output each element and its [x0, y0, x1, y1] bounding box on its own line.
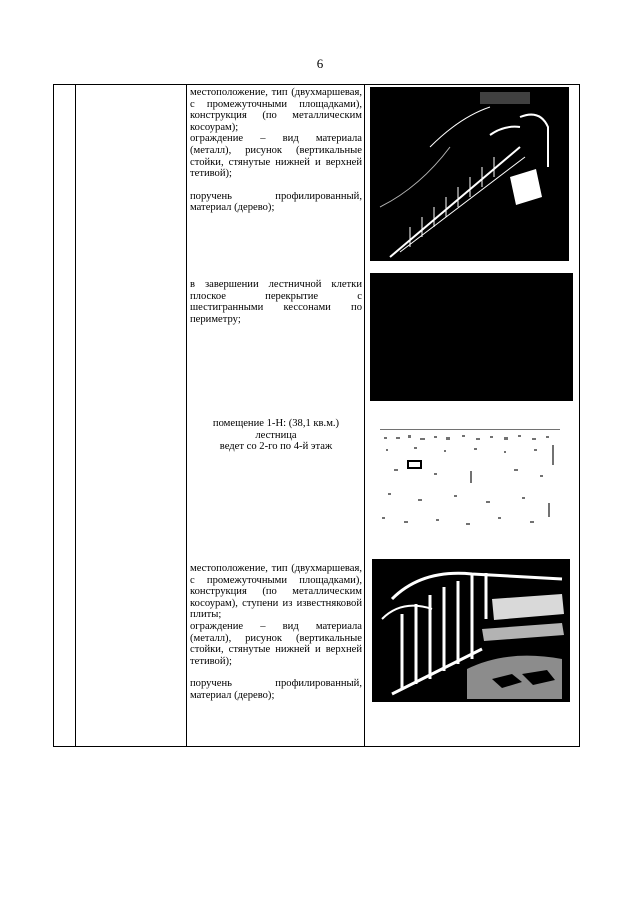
staircase-photo-2-image — [372, 559, 570, 702]
room-type: лестница — [255, 429, 297, 441]
description-table — [53, 84, 580, 747]
room-info — [190, 418, 362, 453]
staircase-photo-1 — [370, 87, 569, 261]
staircase-photo-1-image — [370, 87, 569, 261]
ceiling-description — [190, 279, 362, 325]
staircase-description-1 — [190, 87, 362, 214]
paragraph: ограждение – вид материала (металл), рисунок (вертикальные стойки, стянутые нижней и верхней тетивой); — [190, 620, 362, 667]
ceiling-photo — [370, 273, 573, 401]
paragraph: поручень профилированный, материал (дерево); — [190, 190, 362, 214]
floor-range: ведет со 2-го по 4-й этаж — [219, 441, 333, 453]
page-number: 6 — [316, 56, 324, 71]
room-number-area: помещение 1-Н: (38,1 кв.м.) — [212, 418, 340, 429]
floor-plan-image — [374, 421, 570, 533]
staircase-description-2 — [190, 563, 362, 702]
column-divider-1 — [75, 85, 76, 746]
paragraph: местоположение, тип (двухмаршевая, с промежуточными площадками), конструкция (по металлическим косоурам); — [190, 87, 362, 133]
column-divider-3 — [364, 85, 365, 746]
staircase-photo-2 — [372, 559, 570, 702]
floor-plan — [374, 421, 570, 533]
column-divider-2 — [186, 85, 187, 746]
ceiling-photo-image — [370, 273, 573, 401]
paragraph: в завершении лестничной клетки плоское перекрытие с шестигранными кессонами по периметру; — [190, 279, 362, 325]
paragraph: местоположение, тип (двухмаршевая, с промежуточными площадками), конструкция (по металлическим косоурам), ступени из известняковой плиты; — [190, 563, 362, 621]
paragraph: ограждение – вид материала (металл), рисунок (вертикальные стойки, стянутые нижней и верхней тетивой); — [190, 133, 362, 180]
paragraph: поручень профилированный, материал (дерево); — [190, 678, 362, 701]
